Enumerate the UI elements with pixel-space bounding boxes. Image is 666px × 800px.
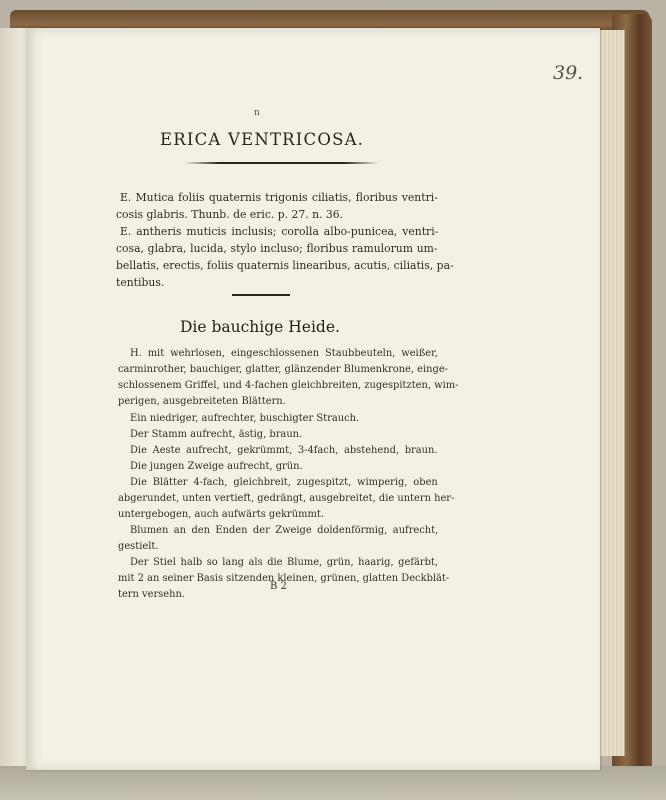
german-line: tern versehn.: [118, 589, 185, 600]
bottom-shadow-edge: [0, 766, 666, 800]
latin-line: bellatis, erectis, foliis quaternis linearibus, acutis, ciliatis, pa-: [116, 259, 454, 272]
german-line: Der Stiel halb so lang als die Blume, grün, haarig, gefärbt,: [130, 557, 439, 568]
latin-line: tentibus.: [116, 276, 165, 289]
page-signature: B 2: [270, 581, 287, 592]
german-line: gestielt.: [118, 541, 159, 552]
german-line: H. mit wehrlosen, eingeschlossenen Staubbeuteln, weißer,: [130, 348, 438, 359]
german-line: Die Blätter 4-fach, gleichbreit, zugespitzt, wimperig, oben: [130, 477, 438, 488]
german-line: schlossenem Griffel, und 4-fachen gleichbreiten, zugespitzten, wim-: [118, 380, 459, 391]
latin-line: cosa, glabra, lucida, stylo incluso; floribus ramulorum um-: [116, 242, 438, 255]
title-rule: [184, 162, 379, 164]
signature-mark: n: [254, 108, 260, 118]
latin-line: cosis glabris. Thunb. de eric. p. 27. n. 36.: [116, 208, 344, 221]
german-line: carminrother, bauchiger, glatter, glänzender Blumenkrone, einge-: [118, 364, 449, 375]
latin-line: E. Mutica foliis quaternis trigonis ciliatis, floribus ventri-: [120, 191, 438, 204]
latin-line: E. antheris muticis inclusis; corolla albo-punicea, ventri-: [120, 225, 439, 238]
folio-number: 39.: [553, 62, 584, 84]
book-page: [26, 28, 600, 770]
german-line: mit 2 an seiner Basis sitzenden kleinen, grünen, glatten Deckblät-: [118, 573, 450, 584]
section-divider: [232, 294, 290, 296]
german-line: abgerundet, unten vertieft, gedrängt, ausgebreitet, die untern her-: [118, 493, 455, 504]
species-title: ERICA VENTRICOSA.: [160, 130, 365, 149]
german-line: perigen, ausgebreiteten Blättern.: [118, 396, 286, 407]
german-line: Die Aeste aufrecht, gekrümmt, 3-4fach, abstehend, braun.: [130, 445, 438, 456]
german-line: Ein niedriger, aufrechter, buschigter Strauch.: [130, 413, 360, 424]
german-line: Blumen an den Enden der Zweige doldenförmig, aufrecht,: [130, 525, 439, 536]
german-line: Der Stamm aufrecht, ästig, braun.: [130, 429, 303, 440]
german-heading: Die bauchige Heide.: [180, 318, 340, 336]
german-line: untergebogen, auch aufwärts gekrümmt.: [118, 509, 324, 520]
german-line: Die jungen Zweige aufrecht, grün.: [130, 461, 303, 472]
